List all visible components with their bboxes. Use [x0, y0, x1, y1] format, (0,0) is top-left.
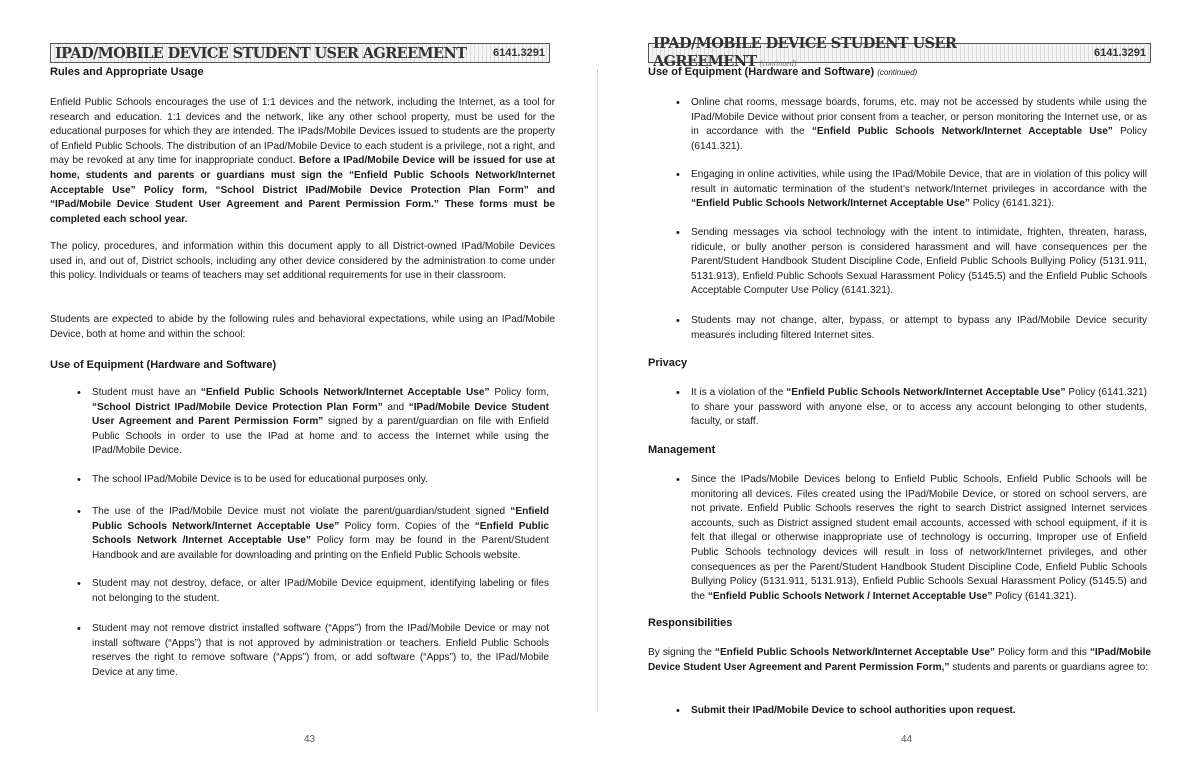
scope-paragraph	[50, 240, 555, 284]
responsibilities-paragraph	[648, 646, 1151, 675]
bold-text: “Enfield Public Schools Network/Internet Acceptable Use”	[714, 647, 996, 658]
page-header-banner	[648, 35, 1151, 70]
list-item	[691, 168, 1147, 212]
text: Policy form. Copies of the	[339, 520, 475, 532]
text: By signing the	[648, 647, 715, 658]
list-item	[92, 386, 549, 459]
text: signed by a parent/guardian on file with Enfield Public Schools in order to use the IPad at home and to access the Internet while using the IPad/Mobile Device.	[92, 416, 549, 457]
text: Student may not remove district installed software (“Apps”) from the IPad/Mobile Device or may not install software (“Apps”) that is not approved by administration or teachers. Enfield Public Schools reserves the right to remove software (“Apps”) from, or add software (“Apps”) to, the IPad/Mobile Device at any time.	[92, 623, 549, 678]
list-item	[691, 386, 1147, 430]
text: Since the IPads/Mobile Devices belong to Enfield Public Schools, Enfield Public Schools will be monitoring all devices. Files created using the IPad/Mobile Device, or stored on school servers, are not private. Enfield Public Schools reserves the right to search District assigned Internet services accounts, such as District assigned student email accounts, accessed with school equipment, if it is felt that illegal or otherwise inappropriate use of technology is occurring. Improper use of Enfield Public Schools technology devices will result in loss of network/Internet privileges, and other consequences as per the Parent/Student Handbook Student Discipline Code, Enfield Public Schools Bullying Policy (5131.911, 5131.913), Enfield Public Schools Sexual Harassment Policy (5145.5) and the	[691, 474, 1147, 602]
policy-number: 6141.3291	[1094, 47, 1146, 59]
text: students and parents or guardians agree to:	[949, 661, 1149, 673]
list-item	[691, 704, 1147, 719]
heading-text: Use of Equipment (Hardware and Software)	[648, 66, 875, 78]
text: Students are expected to abide by the following rules and behavioral expectations, while using an IPad/Mobile Device, both at home and within the school:	[50, 314, 555, 340]
bold-text: “Enfield Public Schools Network / Internet Acceptable Use”	[707, 590, 993, 602]
policy-number: 6141.3291	[493, 47, 545, 59]
bold-text: “Enfield Public Schools Network/Internet Acceptable Use”	[200, 387, 490, 398]
section-heading-responsibilities: Responsibilities	[648, 617, 733, 629]
header-title: IPAD/MOBILE DEVICE STUDENT USER AGREEMENT	[653, 35, 957, 70]
text: Policy form may be found in the Parent/Student Handbook and are available for downloading and printing on the Enfield Public Schools website.	[92, 535, 549, 561]
list-item	[691, 96, 1147, 154]
text: Sending messages via school technology with the intent to intimidate, frighten, threaten, harass, ridicule, or bully another person is considered harassment and will have consequences per the Parent/Student Handbook Student Discipline Code, Enfield Public Schools Bullying Policy (5131.911, 5131.913), Enfield Public Schools Sexual Harassment Policy (5145.5) and the Enfield Public Schools Acceptable Computer Use Policy (6141.321).	[691, 227, 1147, 297]
bold-text: “Enfield Public Schools Network/Internet Acceptable Use”	[786, 387, 1066, 398]
heading-continued: (continued)	[877, 68, 918, 77]
text: Policy form,	[489, 387, 549, 398]
section-heading-rules: Rules and Appropriate Usage	[50, 66, 204, 78]
bold-text: “Enfield Public Schools Network/Internet Acceptable Use”	[691, 198, 970, 210]
bold-text: “School District IPad/Mobile Device Protection Plan Form”	[92, 401, 383, 413]
text: Policy (6141.321).	[969, 198, 1055, 210]
text: Policy form and this	[995, 647, 1090, 658]
header-title: IPAD/MOBILE DEVICE STUDENT USER AGREEMENT	[55, 44, 467, 62]
page-header-banner	[50, 43, 550, 63]
bold-text: Submit their IPad/Mobile Device to school authorities upon request.	[691, 705, 1016, 716]
bold-text: Before a IPad/Mobile Device will be issued for use at home, students and parents or guardians must sign the “Enfield Public Schools Network/Internet Acceptable Use” Policy form, “School District IPad/Mobile Device Protection Plan Form” and “IPad/Mobile Device Student User Agreement and Parent Permission Form.” These forms must be completed each school year.	[50, 155, 555, 225]
list-item	[92, 505, 549, 563]
text: Policy (6141.321).	[691, 126, 1147, 152]
bold-text: “Enfield Public Schools Network/Internet Acceptable Use”	[811, 126, 1113, 138]
list-item	[691, 226, 1147, 299]
list-item	[92, 577, 549, 606]
bold-text: “IPad/Mobile Device Student User Agreement and Parent Permission Form,”	[648, 647, 1151, 673]
text: It is a violation of the	[691, 387, 787, 398]
text: Policy (6141.321).	[992, 590, 1077, 602]
text: Online chat rooms, message boards, forums, etc. may not be accessed by students while using the IPad/Mobile Device without prior consent from a teacher, or person monitoring the Internet use, or as in accordance with the	[691, 97, 1147, 138]
text: Enfield Public Schools encourages the use of 1:1 devices and the network, including the Internet, as a tool for research and education. 1:1 devices and the network, like any other school property, must be used for the educational purposes for which they are intended. The IPads/Mobile Devices issued to students are the property of Enfield Public Schools. The distribution of an IPad/Mobile Device to each student is a privilege, not a right, and may be revoked at any time for inappropriate conduct.	[50, 97, 555, 167]
list-item	[691, 473, 1147, 604]
bold-text: “IPad/Mobile Device Student User Agreement and Parent Permission Form”	[92, 401, 550, 428]
intro-paragraph	[50, 96, 555, 227]
text: and	[382, 401, 409, 413]
section-heading-privacy: Privacy	[648, 357, 688, 369]
bold-text: “Enfield Public Schools Network/Internet Acceptable Use”	[92, 506, 549, 532]
section-heading-management: Management	[648, 444, 716, 456]
text: Engaging in online activities, while using the IPad/Mobile Device, that are in violation of this policy will result in automatic termination of the student’s network/Internet privileges in accordance with the	[691, 169, 1147, 195]
list-item	[92, 622, 549, 680]
page-44	[598, 0, 1198, 776]
text: Student must have an	[92, 387, 201, 398]
text: Policy (6141.321) to share your password with anyone else, or to access any account belonging to other students, faculty, or staff.	[691, 387, 1147, 428]
text: Student may not destroy, deface, or alter IPad/Mobile Device equipment, identifying labeling or files not belonging to the student.	[92, 578, 549, 604]
page-number: 43	[304, 734, 316, 745]
header-continued: (continued)	[759, 59, 797, 68]
section-heading-equipment: Use of Equipment (Hardware and Software)	[50, 359, 277, 371]
section-heading-equipment	[648, 66, 917, 78]
text: The school IPad/Mobile Device is to be used for educational purposes only.	[92, 474, 428, 485]
list-item	[691, 314, 1147, 343]
expectations-paragraph	[50, 313, 555, 342]
text: The policy, procedures, and information within this document apply to all District-owned IPad/Mobile Devices used in, and out of, District schools, including any other device considered by the administration to come under this policy. Individuals or teams of teachers may set additional requirements for use in their classroom.	[50, 241, 555, 282]
text: The use of the IPad/Mobile Device must not violate the parent/guardian/student signed	[92, 506, 511, 517]
bold-text: “Enfield Public Schools Network /Internet Acceptable Use”	[92, 520, 550, 547]
list-item	[92, 473, 549, 488]
page-number: 44	[901, 734, 913, 745]
text: Students may not change, alter, bypass, or attempt to bypass any IPad/Mobile Device security measures including filtered Internet sites.	[691, 315, 1147, 341]
